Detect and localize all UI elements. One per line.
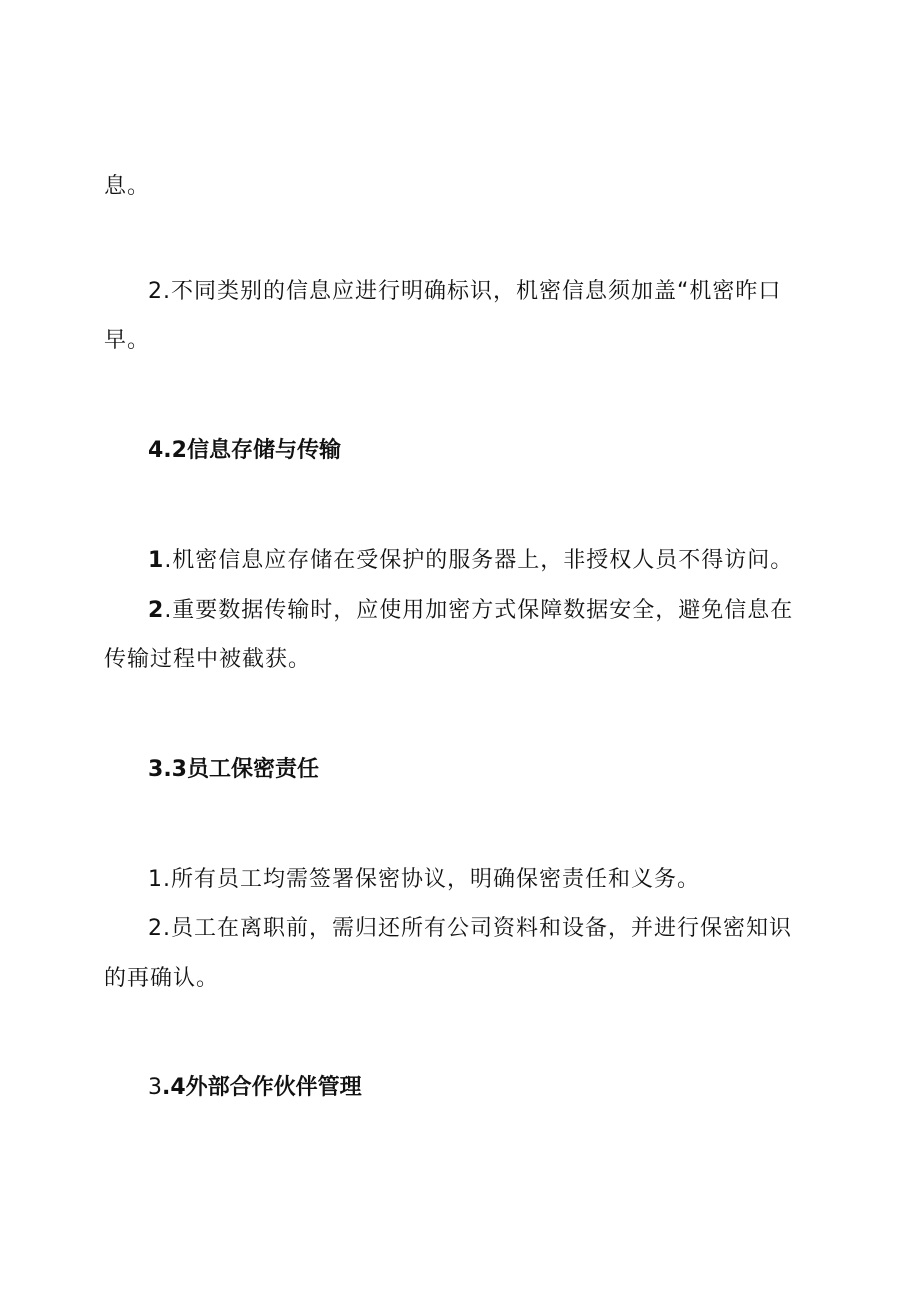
line-text: .员工在离职前，需归还所有公司资料和设备，并进行保密知识 [163, 916, 792, 941]
line-text: .重要数据传输时，应使用加密方式保障数据安全，避免信息在 [164, 598, 794, 623]
list-item-1-storage [148, 546, 793, 576]
section-heading-3-3 [148, 755, 319, 785]
list-item-2-transfer-line-1 [148, 596, 793, 626]
section-heading-3-4 [148, 1073, 362, 1103]
list-item-1-agreement [148, 865, 700, 895]
heading-number: 3 [148, 1075, 162, 1100]
list-item-2-resignation-line-1 [148, 914, 792, 944]
line-text: 不同类别的信息应进行明确标识，机密信息须加盖“机密昨口 [171, 279, 782, 304]
paragraph-continuation-line [104, 172, 150, 202]
heading-text: .4外部合作伙伴管理 [162, 1075, 362, 1100]
heading-text: 4.2信息存储与传输 [148, 438, 341, 463]
list-number: 1 [148, 867, 163, 892]
line-text: 早。 [104, 328, 151, 353]
list-number: 1 [148, 548, 165, 573]
list-item-2-line-1 [148, 277, 781, 307]
line-text: .机密信息应存储在受保护的服务器上，非授权人员不得访问。 [164, 548, 794, 573]
section-heading-4-2 [148, 436, 341, 466]
line-text: .所有员工均需签署保密协议，明确保密责任和义务。 [163, 867, 700, 892]
list-number: 2. [148, 279, 171, 304]
heading-number: 3 [148, 757, 164, 782]
list-number: 2 [148, 916, 163, 941]
heading-text: .3员工保密责任 [163, 757, 319, 782]
line-text: 传输过程中被截获。 [104, 647, 312, 672]
list-number: 2 [148, 598, 165, 623]
list-item-2-resignation-line-2 [104, 964, 219, 994]
line-text: 的再确认。 [104, 966, 220, 991]
line-text: 息。 [104, 174, 151, 199]
list-item-2-line-2 [104, 326, 150, 356]
list-item-2-transfer-line-2 [104, 645, 311, 675]
